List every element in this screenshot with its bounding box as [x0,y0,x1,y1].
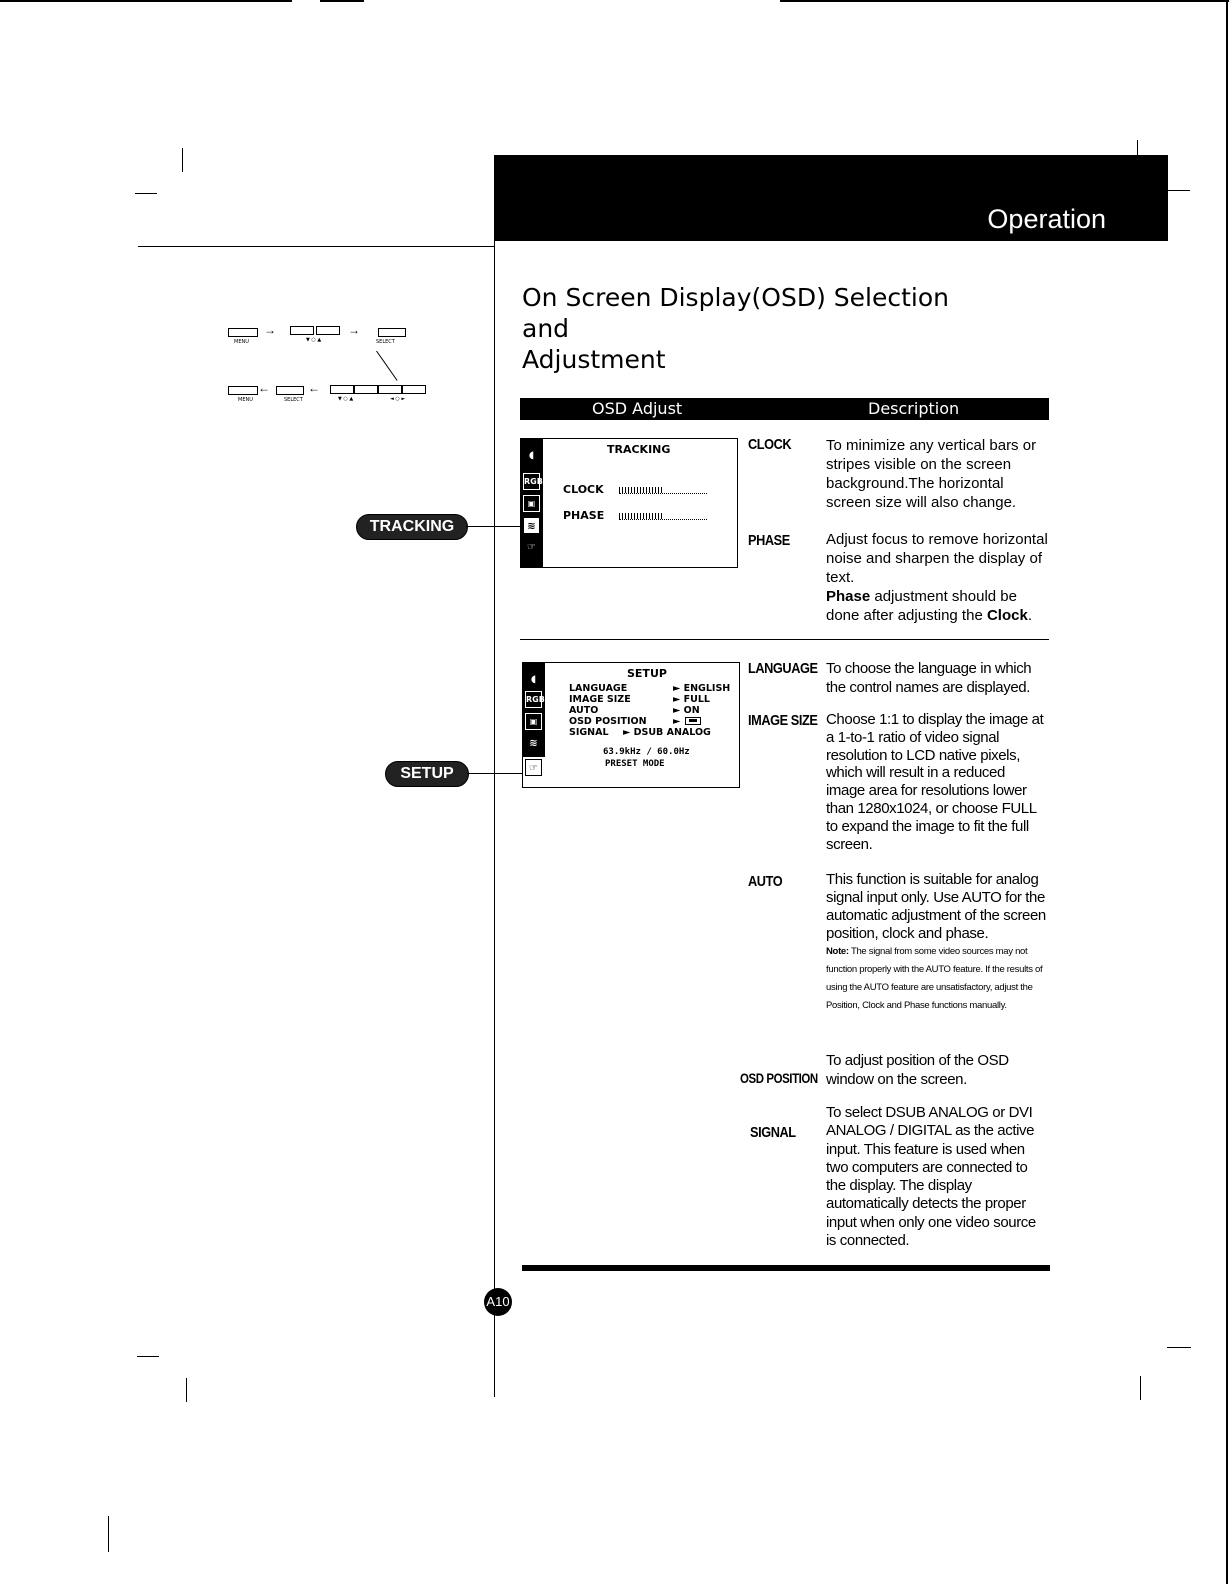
desc-auto: This function is suitable for analog signal input only. Use AUTO for the automatic adjustment of the screen position, clock and phase. [826,871,1046,942]
crop-mark [186,1378,187,1402]
vertical-divider [494,155,495,1397]
setup-osd-screenshot [522,662,740,788]
page-title-line1: On Screen Display(OSD) Selection and [522,283,949,343]
crop-mark [137,1356,159,1357]
desc-signal: To select DSUB ANALOG or DVI ANALOG / DIGITAL as the active input. This feature is used when two computers are connected to the display. The display automatically detects the proper input when only one video source is connected. [826,1104,1036,1250]
osd-position-icon [685,717,701,725]
term-auto: AUTO [748,873,783,890]
right-border [1226,0,1228,1584]
screen-icon: ▣ [525,713,542,730]
crop-mark [1168,190,1190,191]
setup-icon: ☞ [527,542,536,553]
osd-row-value: ► ON [673,705,700,716]
header-left-rule [138,246,494,247]
osd-row-label: OSD POSITION [569,716,647,727]
osd-row-label: SIGNAL [569,727,609,738]
osd-phase: PHASE [563,509,605,522]
tracking-tag: TRACKING [356,514,468,540]
table-header [520,398,1049,420]
osd-title: SETUP [627,667,667,680]
contrast-icon: ◖ [530,674,537,685]
tracking-icon: ≋ [529,738,538,749]
tracking-osd-screenshot [520,438,738,568]
term-image-size: IMAGE SIZE [748,712,818,729]
page-number: A10 [484,1288,512,1316]
crop-mark [1167,1347,1191,1348]
osd-row-value: ► [673,716,681,727]
term-clock: CLOCK [748,436,792,453]
diagram-label: ◄ ○ ► [390,396,406,402]
rgb-icon: RGB [525,691,542,708]
clock-slider [619,487,707,494]
col-description: Description [868,399,960,418]
crop-mark [135,193,157,194]
desc-language: To choose the language in which the control names are displayed. [826,660,1032,696]
crop-mark [1137,140,1138,156]
setup-connector [467,773,523,774]
rgb-icon: RGB [523,473,540,490]
osd-row-value: ► ENGLISH [673,683,731,694]
term-language: LANGUAGE [748,660,818,677]
osd-row-value: ► DSUB ANALOG [623,727,711,738]
osd-title: TRACKING [607,443,671,456]
crop-mark [182,148,183,172]
phase-slider [619,513,707,520]
crop-mark [108,1516,109,1552]
top-border-right [780,0,1229,2]
osd-row-label: IMAGE SIZE [569,694,631,705]
bottom-bar [522,1265,1050,1271]
button-sequence-diagram: MENU → ▼ ○ ▲ → SELECT MENU ← SELECT ← ▼ ○ ▲ ◄ ○ ► [226,323,486,413]
top-border-mid [320,0,364,2]
section-divider [520,639,1049,640]
osd-row-value: ► FULL [673,694,710,705]
osd-preset-mode: PRESET MODE [605,759,665,769]
diagram-label: MENU [234,339,249,345]
setup-icon: ☞ [525,759,542,776]
desc-osd-position: To adjust position of the OSD window on the screen. [826,1052,1009,1088]
diagram-label: ▼ ○ ▲ [338,396,354,402]
header-bar [494,155,1168,241]
page-title [522,282,1002,375]
page-title-line2: Adjustment [522,345,666,374]
osd-clock: CLOCK [563,483,604,496]
diagram-label: MENU [238,397,253,403]
term-osd-position: OSD POSITION [740,1071,818,1086]
desc-phase: Adjust focus to remove horizontal noise and sharpen the display of text. Phase adjustment should be done after adjusting the Clock. [826,531,1048,624]
col-osd-adjust: OSD Adjust [592,399,683,418]
term-phase: PHASE [748,532,790,549]
section-title: Operation [987,204,1106,234]
setup-tag: SETUP [385,761,469,787]
top-border-left [0,0,292,2]
desc-clock: To minimize any vertical bars or stripes visible on the screen background.The horizontal screen size will also change. [826,437,1037,511]
screen-icon: ▣ [523,495,540,512]
diagram-label: SELECT [376,339,395,345]
diagram-label: ▼ ○ ▲ [306,337,322,343]
crop-mark [1140,1376,1141,1400]
term-signal: SIGNAL [750,1124,796,1141]
diagram-label: SELECT [284,397,303,403]
desc-image-size: Choose 1:1 to display the image at a 1-to-1 ratio of video signal resolution to LCD native pixels, which will result in a reduced image area for resolutions lower than 1280x1024, or choose FULL to expand the image to fit the full screen. [826,711,1044,853]
auto-note: Note: The signal from some video sources may not function properly with the AUTO feature. If the results of using the AUTO feature are unsatisfactory, adjust the Position, Clock and Phase functions manually. [826,946,1043,1011]
osd-frequency: 63.9kHz / 60.0Hz [603,747,690,757]
tracking-connector [466,526,520,527]
osd-row-label: LANGUAGE [569,683,628,694]
osd-row-label: AUTO [569,705,599,716]
tracking-icon: ≋ [523,517,540,534]
contrast-icon: ◖ [528,450,535,461]
